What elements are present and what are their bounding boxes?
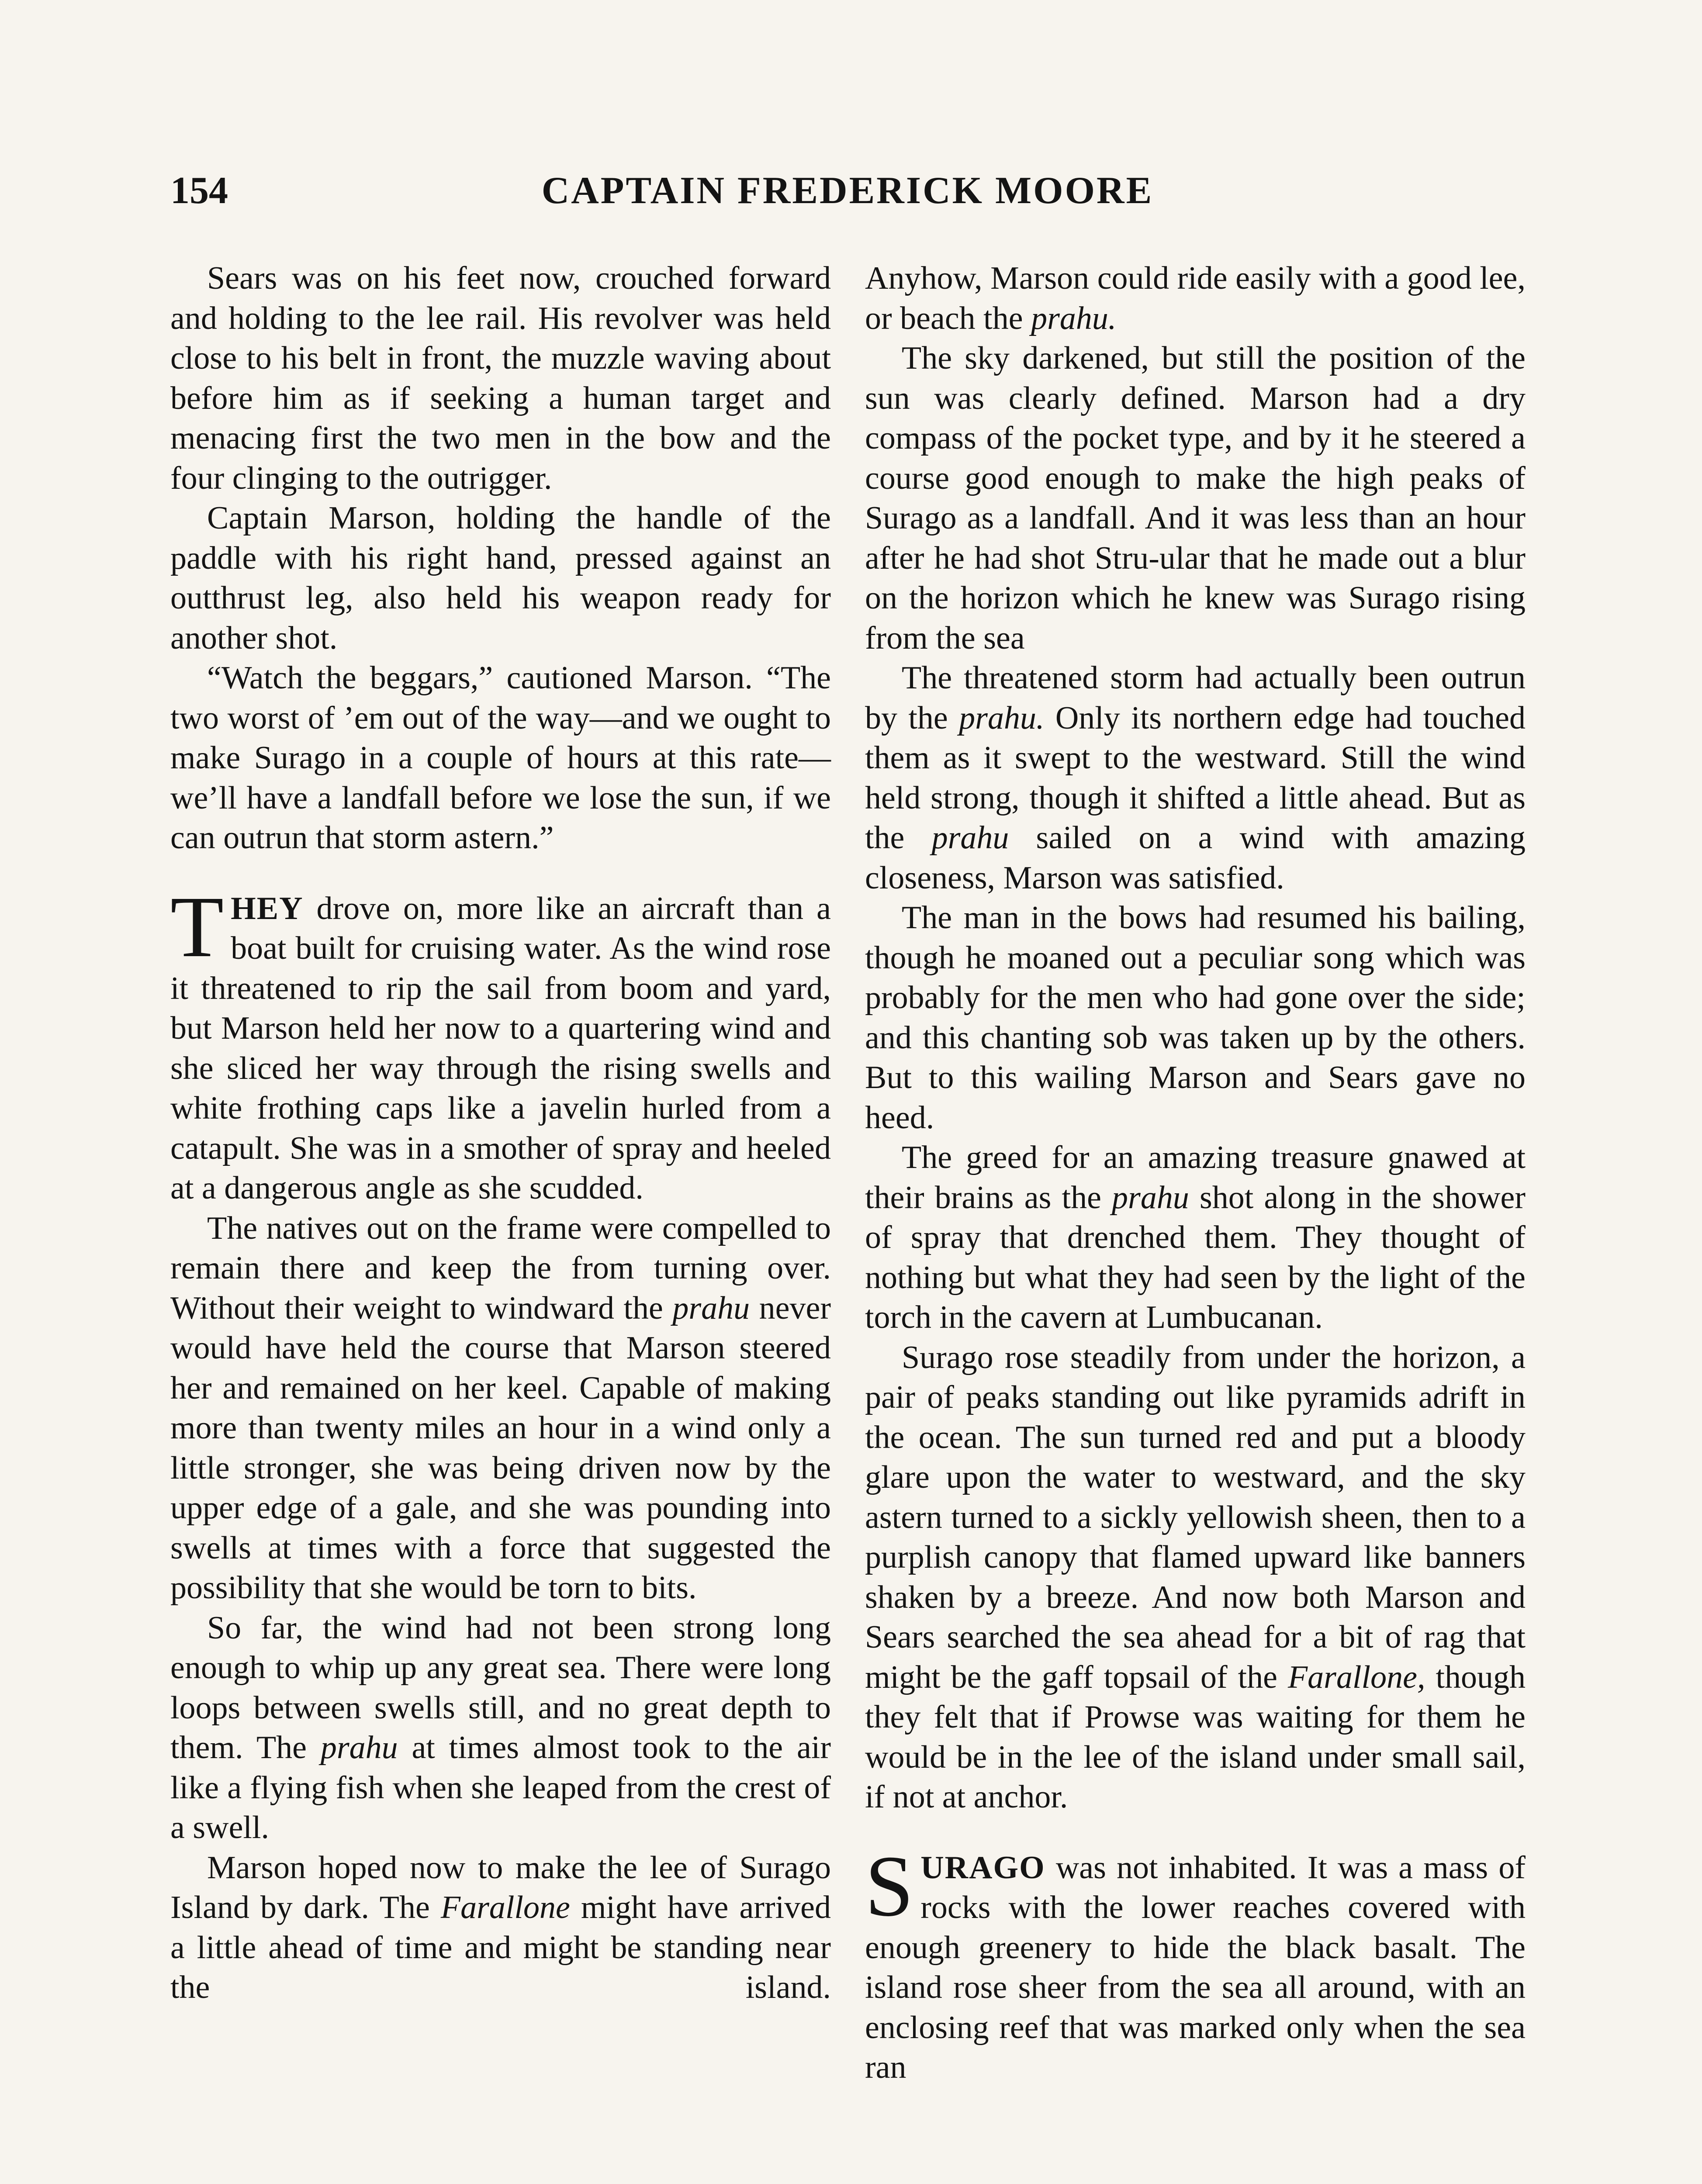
paragraph: The threatened storm had actually been outrun by the prahu. Only its northern edge had touched them as it swept to the westward. Still the wind held strong, though it shifted a little ahead. But as the prahu sailed on a wind with amazing closeness, Marson was satisfied. (865, 660, 1526, 896)
paragraph: The greed for an amazing treasure gnawed at their brains as the prahu shot along in the shower of spray that drenched them. They thought of nothing but what they had seen by the light of the torch in the cavern at Lumbucanan. (865, 1140, 1526, 1335)
page-number: 154 (170, 169, 228, 212)
left-column (170, 259, 831, 2008)
right-column (865, 259, 1526, 2088)
paragraph: The sky darkened, but still the position of the sun was clearly defined. Marson had a dry compass of the pocket type, and by it he steered a course good enough to make the high peaks of Surago as a landfall. And it was less than an hour after he had shot Stru-ular that he made out a blur on the horizon which he knew was Surago rising from the sea (865, 340, 1526, 656)
paragraph: “Watch the beggars,” cautioned Marson. “The two worst of ’em out of the way—and we ought to make Surago in a couple of hours at this rate—we’ll have a landfall before we lose the sun, if we can outrun that storm astern.” (170, 660, 831, 856)
drop-cap: T (170, 878, 224, 975)
page-header (170, 169, 1525, 230)
section-paragraph: THEY drove on, more like an aircraft than a boat built for cruising water. As the wind rose it threatened to rip the sail from boom and yard, but Marson held her now to a quartering wind and she sliced her way through the rising swells and white frothing caps like a javelin hurled from a catapult. She was in a smother of spray and heeled at a dangerous angle as she scudded. (170, 878, 831, 1206)
paragraph: So far, the wind had not been strong long enough to whip up any great sea. There were long loops between swells still, and no great depth to them. The prahu at times almost took to the air like a flying fish when she leaped from the crest of a swell. (170, 1610, 831, 1845)
lead-in: HEY (231, 890, 304, 926)
lead-in: URAGO (920, 1849, 1045, 1886)
drop-cap: S (865, 1838, 914, 1935)
paragraph: Surago rose steadily from under the horizon, a pair of peaks standing out like pyramids adrift in the ocean. The sun turned red and put a bloody glare upon the water to westward, and the sky astern turned to a sickly yellowish sheen, then to a purplish canopy that flamed upward like banners shaken by a breeze. And now both Marson and Sears searched the sea ahead for a bit of rag that might be the gaff topsail of the Farallone, though they felt that if Prowse was waiting for them he would be in the lee of the island under small sail, if not at anchor. (865, 1339, 1526, 1815)
paragraph: The man in the bows had resumed his bailing, though he moaned out a peculiar song which was probably for the men who had gone over the side; and this chanting sob was taken up by the others. But to this wailing Marson and Sears gave no heed. (865, 900, 1526, 1136)
paragraph: Captain Marson, holding the handle of the paddle with his right hand, pressed against an outthrust leg, also held his weapon ready for another shot. (170, 500, 831, 656)
paragraph: Marson hoped now to make the lee of Surago Island by dark. The Farallone might have arrived a little ahead of time and might be standing near the island. (170, 1849, 831, 2005)
paragraph: The natives out on the frame were compelled to remain there and keep the from turning over. Without their weight to windward the prahu never would have held the course that Marson steered her and remained on her keel. Capable of making more than twenty miles an hour in a wind only a little stronger, she was being driven now by the upper edge of a gale, and she was pounding into swells at times with a force that suggested the possibility that she would be torn to bits. (170, 1210, 831, 1606)
paragraph: Sears was on his feet now, crouched forward and holding to the lee rail. His revolver was held close to his belt in front, the muzzle waving about before him as if seeking a human target and menacing first the two men in the bow and the four clinging to the outrigger. (170, 260, 831, 496)
section-paragraph: SURAGO was not inhabited. It was a mass of rocks with the lower reaches covered with enough greenery to hide the black basalt. The island rose sheer from the sea all around, with an enclosing reef that was marked only when the sea ran (865, 1838, 1526, 2085)
paragraph-continued: Anyhow, Marson could ride easily with a good lee, or beach the prahu. (865, 260, 1526, 336)
running-head: CAPTAIN FREDERICK MOORE (541, 169, 1154, 212)
